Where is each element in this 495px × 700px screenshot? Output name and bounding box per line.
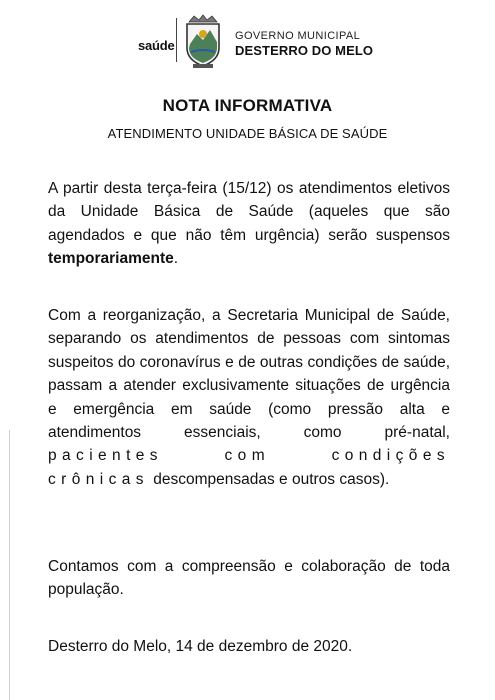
notice-subtitle: ATENDIMENTO UNIDADE BÁSICA DE SAÚDE bbox=[107, 126, 388, 141]
paragraph-reorganization-spread-line: pacientes com condições crônicas bbox=[48, 447, 450, 488]
saude-label: saúde bbox=[138, 38, 175, 53]
paragraph-reorganization-text: Com a reorganização, a Secretaria Municipal de Saúde, separando os atendimentos de pessoas com sintomas suspeitos do coronavírus e de outras condições de saúde, passam a atender exclusivamente situações de urgência e emergência em saúde (como pressão alta e atendimentos essenciais, como pré-natal, bbox=[48, 307, 450, 442]
notice-title: NOTA INFORMATIVA bbox=[162, 96, 333, 115]
paragraph-suspension-end: . bbox=[173, 250, 179, 268]
emphasis-temporariamente: temporariamente bbox=[48, 250, 174, 268]
paragraph-suspension-text: A partir desta terça-feira (15/12) os atendimentos eletivos da Unidade Básica de Saúde (aqueles que são agendados e que não têm urgência) serão suspensos bbox=[48, 180, 450, 244]
org-name-line1: GOVERNO MUNICIPAL bbox=[235, 30, 361, 42]
signature-date-line: Desterro do Melo, 14 de dezembro de 2020. bbox=[48, 638, 353, 655]
left-edge-line bbox=[9, 430, 10, 700]
paragraph-thanks: Contamos com a compreensão e colaboração de toda população. bbox=[48, 558, 450, 599]
header bbox=[0, 0, 495, 60]
municipal-crest-icon bbox=[181, 14, 225, 70]
header-divider bbox=[176, 18, 177, 62]
paragraph-reorganization bbox=[48, 304, 450, 491]
org-name-line2: DESTERRO DO MELO bbox=[235, 43, 374, 58]
paragraph-suspension bbox=[48, 177, 450, 271]
paragraph-reorganization-end: descompensadas e outros casos). bbox=[153, 470, 390, 488]
